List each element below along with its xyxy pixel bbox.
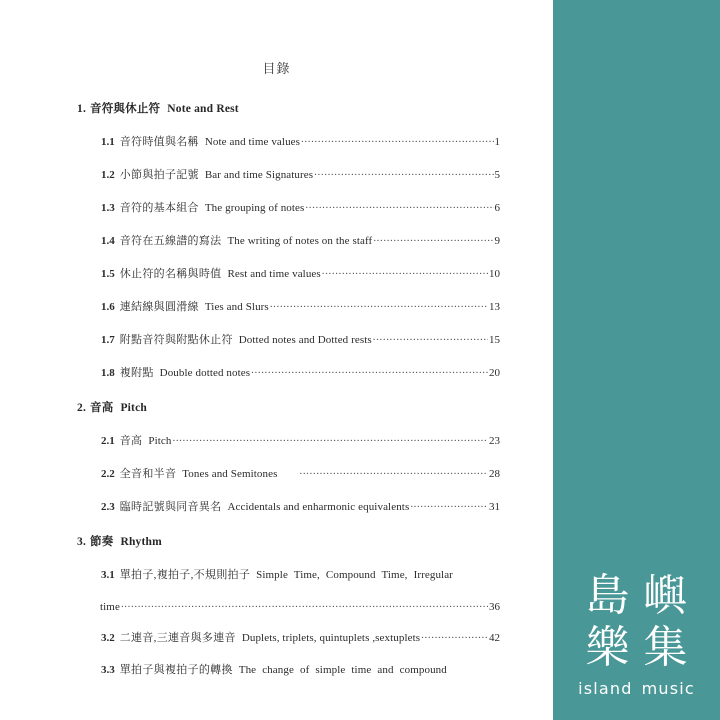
toc-entry[interactable] xyxy=(101,465,500,481)
dot-leader xyxy=(251,365,488,376)
entry-title-cn: 音符的基本組合 xyxy=(119,202,199,214)
entry-page-number: 13 xyxy=(489,301,500,313)
logo-wordmark xyxy=(553,679,720,698)
dot-leader xyxy=(172,433,488,444)
entry-title-en: Dotted notes and Dotted rests xyxy=(238,334,372,346)
dot-leader xyxy=(299,466,488,477)
toc-entry[interactable] xyxy=(101,232,500,248)
entry-title-en: time xyxy=(100,601,120,613)
dot-leader xyxy=(322,266,488,277)
section-title-cn: 音高 xyxy=(90,402,114,414)
section-heading-2 xyxy=(77,399,553,415)
entry-number: 3.3 xyxy=(101,664,115,676)
section-title-cn: 節奏 xyxy=(90,536,114,548)
logo-wordmark-island: island xyxy=(578,679,633,698)
table-of-contents xyxy=(0,88,553,677)
logo-glyph-yu: 嶼 xyxy=(643,570,688,621)
entry-title-en: Duplets, triplets, quintuplets ,sextuplets xyxy=(241,632,421,644)
entry-number: 1.6 xyxy=(101,301,115,313)
logo-glyph-ji: 集 xyxy=(643,622,688,673)
dot-leader xyxy=(421,630,488,641)
entry-title-cn: 音高 xyxy=(119,435,143,447)
toc-entry[interactable] xyxy=(101,331,500,347)
entry-title-cn: 臨時記號與同音異名 xyxy=(119,501,222,513)
entry-title-cn: 二連音,三連音與多連音 xyxy=(119,632,236,644)
entry-title-cn: 單拍子,複拍子,不規則拍子 xyxy=(119,569,251,581)
entry-number: 1.3 xyxy=(101,202,115,214)
entry-title-en: Note and time values xyxy=(204,136,301,148)
dot-leader xyxy=(301,134,493,145)
entry-title-cn: 連結線與圓滑線 xyxy=(119,301,199,313)
entry-title-en: Ties and Slurs xyxy=(204,301,269,313)
entry-page-number: 31 xyxy=(489,501,500,513)
section-title-en: Pitch xyxy=(120,402,147,414)
entry-number: 3.1 xyxy=(101,569,115,581)
toc-entry[interactable] xyxy=(101,199,500,215)
entry-title-cn: 單拍子與複拍子的轉換 xyxy=(119,664,233,676)
section-title-cn: 音符與休止符 xyxy=(90,103,161,115)
toc-entry[interactable] xyxy=(101,364,500,380)
toc-entry[interactable] xyxy=(101,166,500,182)
dot-leader xyxy=(270,299,488,310)
entry-page-number: 42 xyxy=(489,632,500,644)
entry-title-en: Double dotted notes xyxy=(159,367,251,379)
entry-number: 1.4 xyxy=(101,235,115,247)
dot-leader xyxy=(121,599,488,610)
brand-panel xyxy=(553,0,720,720)
entry-title-en: The change of simple time and compound xyxy=(238,664,447,676)
section-number: 1. xyxy=(77,103,87,115)
dot-leader xyxy=(314,167,493,178)
entry-page-number: 36 xyxy=(489,601,500,613)
toc-entry[interactable] xyxy=(101,629,500,645)
section-number: 2. xyxy=(77,402,87,414)
section-heading-3 xyxy=(77,533,553,549)
entry-page-number: 9 xyxy=(494,235,500,247)
dot-leader xyxy=(373,233,493,244)
entry-title-cn: 音符時值與名稱 xyxy=(119,136,199,148)
section-number: 3. xyxy=(77,536,87,548)
entry-title-cn: 附點音符與附點休止符 xyxy=(119,334,233,346)
entry-page-number: 28 xyxy=(489,468,500,480)
entry-page-number: 20 xyxy=(489,367,500,379)
toc-entry[interactable] xyxy=(101,498,500,514)
entry-title-en: Tones and Semitones xyxy=(182,468,278,480)
entry-title-cn: 音符在五線譜的寫法 xyxy=(119,235,222,247)
logo-wordmark-music: music xyxy=(641,679,695,698)
entry-title-cn: 小節與拍子記號 xyxy=(119,169,199,181)
entry-number: 3.2 xyxy=(101,632,115,644)
page-title: 目錄 xyxy=(262,61,291,76)
entry-number: 1.1 xyxy=(101,136,115,148)
entry-number: 1.5 xyxy=(101,268,115,280)
dot-leader xyxy=(373,332,488,343)
logo-character-grid xyxy=(553,571,720,673)
dot-leader xyxy=(305,200,493,211)
toc-entry[interactable] xyxy=(101,133,500,149)
entry-title-en: The writing of notes on the staff xyxy=(227,235,373,247)
entry-page-number: 6 xyxy=(494,202,500,214)
entry-title-en: Pitch xyxy=(148,435,172,447)
section-title-en: Note and Rest xyxy=(167,103,239,115)
entry-page-number: 1 xyxy=(494,136,500,148)
entry-number: 2.1 xyxy=(101,435,115,447)
entry-title-en: Bar and time Signatures xyxy=(204,169,314,181)
toc-entry[interactable] xyxy=(101,265,500,281)
toc-entry[interactable] xyxy=(101,661,500,677)
entry-title-en: Rest and time values xyxy=(227,268,321,280)
dot-leader xyxy=(410,499,488,510)
entry-page-number: 15 xyxy=(489,334,500,346)
entry-title-en: Simple Time, Compound Time, Irregular xyxy=(256,569,453,581)
entry-title-en: Accidentals and enharmonic equivalents xyxy=(227,501,410,513)
entry-page-number: 23 xyxy=(489,435,500,447)
entry-page-number: 10 xyxy=(489,268,500,280)
toc-entry[interactable] xyxy=(101,432,500,448)
entry-title-cn: 複附點 xyxy=(119,367,154,379)
logo-glyph-dao: 島 xyxy=(585,570,630,621)
entry-number: 2.2 xyxy=(101,468,115,480)
entry-title-cn: 休止符的名稱與時值 xyxy=(119,268,222,280)
entry-number: 1.7 xyxy=(101,334,115,346)
entry-title-en: The grouping of notes xyxy=(204,202,305,214)
entry-title-cn: 全音和半音 xyxy=(119,468,177,480)
section-title-en: Rhythm xyxy=(120,536,162,548)
entry-number: 1.2 xyxy=(101,169,115,181)
entry-page-number: 5 xyxy=(494,169,500,181)
toc-entry[interactable] xyxy=(101,566,500,582)
logo-glyph-yue: 樂 xyxy=(585,622,630,673)
toc-entry[interactable] xyxy=(101,298,500,314)
entry-number: 1.8 xyxy=(101,367,115,379)
entry-number: 2.3 xyxy=(101,501,115,513)
section-heading-1 xyxy=(77,100,553,116)
island-music-logo xyxy=(553,571,720,698)
toc-entry-continuation[interactable] xyxy=(100,599,500,613)
